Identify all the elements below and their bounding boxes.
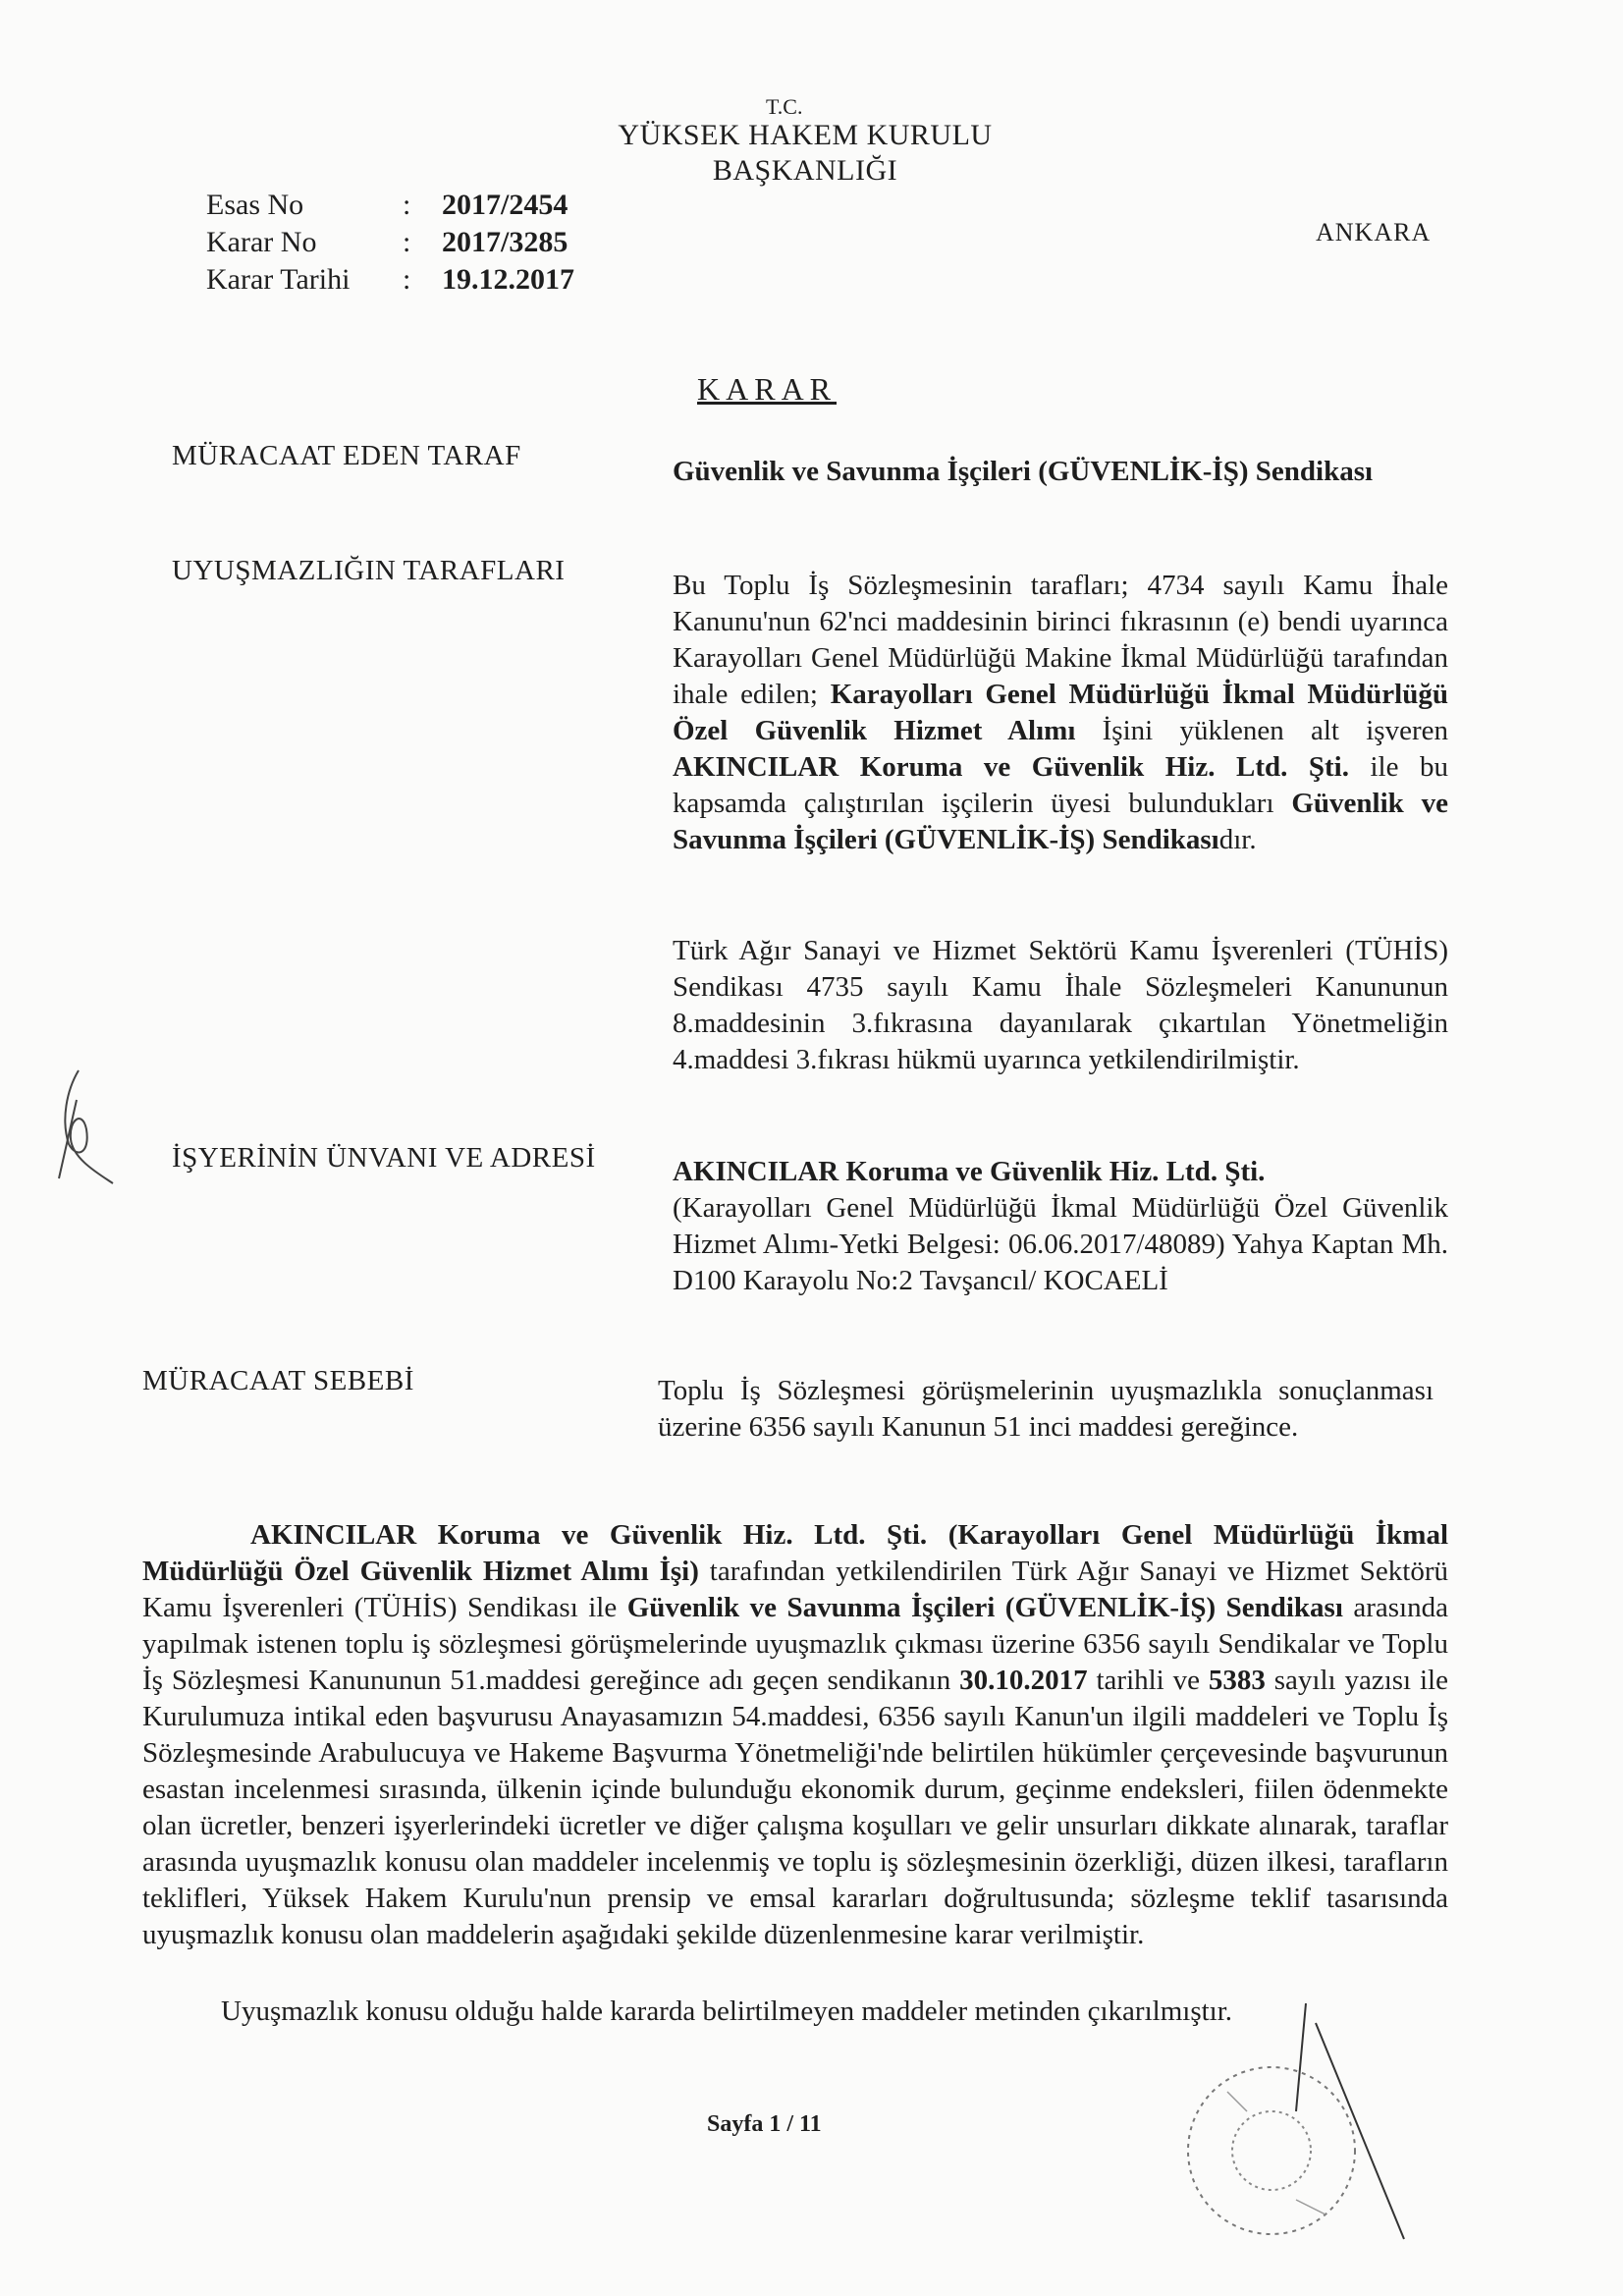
header-tc: T.C.	[766, 94, 803, 119]
workplace-block	[673, 1154, 1448, 1299]
workplace-name: AKINCILAR Koruma ve Güvenlik Hiz. Ltd. Şti.	[673, 1156, 1266, 1187]
case-metadata	[206, 187, 574, 299]
meta-row: Karar Tarihi : 19.12.2017	[206, 261, 574, 299]
meta-value: 2017/3285	[442, 226, 568, 258]
institution-unit: BAŞKANLIĞI	[712, 154, 898, 187]
document-title: KARAR	[697, 371, 838, 407]
reason-label: MÜRACAAT SEBEBİ	[142, 1365, 414, 1396]
page-number: Sayfa 1 / 11	[707, 2111, 822, 2137]
meta-row: Esas No : 2017/2454	[206, 187, 574, 224]
meta-label: Karar Tarihi	[206, 263, 351, 296]
closing-paragraph: Uyuşmazlık konusu olduğu halde kararda belirtilmeyen maddeler metinden çıkarılmıştır.	[221, 1995, 1233, 2027]
applicant-label: MÜRACAAT EDEN TARAF	[172, 440, 521, 471]
reason-value: Toplu İş Sözleşmesi görüşmelerinin uyuşmazlıkla sonuçlanması üzerine 6356 sayılı Kanunun 51 inci maddesi gereğince.	[658, 1375, 1434, 1443]
institution-heading	[550, 118, 1060, 189]
city: ANKARA	[1316, 218, 1432, 246]
parties-label: UYUŞMAZLIĞIN TARAFLARI	[172, 555, 566, 586]
meta-value: 19.12.2017	[442, 263, 574, 296]
meta-label: Esas No	[206, 189, 304, 221]
decision-paragraph: AKINCILAR Koruma ve Güvenlik Hiz. Ltd. Şti. (Karayolları Genel Müdürlüğü İkmal Müdürlüğü Özel Güvenlik Hizmet Alımı İşi) tarafından yetkilendirilen Türk Ağır Sanayi ve Hizmet Sektörü Kamu İşverenleri (TÜHİS) Sendikası ile Güvenlik ve Savunma İşçileri (GÜVENLİK-İŞ) Sendikası arasında yapılmak istenen toplu iş sözleşmesi görüşmelerinde uyuşmazlık çıkması üzerine 6356 sayılı Sendikalar ve Toplu İş Sözleşmesi Kanununun 51.maddesi gereğince adı geçen sendikanın 30.10.2017 tarihli ve 5383 sayılı yazısı ile Kurulumuza intikal eden başvurusu Anayasamızın 54.maddesi, 6356 sayılı Kanun'un ilgili maddeleri ve Toplu İş Sözleşmesinde Arabulucuya ve Hakeme Başvurma Yönetmeliği'nde belirtilen hükümler çerçevesinde başvurunun esastan incelenmesi sırasında, ülkenin içinde bulunduğu ekonomik durum, geçinme endeksleri, fiilen ödenmekte olan ücretler, benzeri işyerlerindeki ücretler ve diğer çalışma koşulları ve gelir unsurları dikkate alınarak, taraflar arasında uyuşmazlık konusu olan maddeler incelenmiş ve toplu iş sözleşmesinin özerkliği, düzen ilkesi, tarafların teklifleri, Yüksek Hakem Kurulu'nun prensip ve emsal kararları doğrultusunda; sözleşme teklif tasarısında uyuşmazlık konusu olan maddelerin aşağıdaki şekilde düzenlenmesine karar verilmiştir.	[142, 1519, 1448, 1950]
meta-label: Karar No	[206, 226, 317, 258]
parties-paragraph: Bu Toplu İş Sözleşmesinin tarafları; 4734 sayılı Kamu İhale Kanunu'nun 62'nci maddesinin birinci fıkrasının (e) bendi uyarınca Karayolları Genel Müdürlüğü Makine İkmal Müdürlüğü tarafından ihale edilen; Karayolları Genel Müdürlüğü İkmal Müdürlüğü Özel Güvenlik Hizmet Alımı İşini yüklenen alt işveren AKINCILAR Koruma ve Güvenlik Hiz. Ltd. Şti. ile bu kapsamda çalıştırılan işçilerin üyesi bulundukları Güvenlik ve Savunma İşçileri (GÜVENLİK-İŞ) Sendikasıdır.	[673, 570, 1448, 855]
authorization-paragraph: Türk Ağır Sanayi ve Hizmet Sektörü Kamu İşverenleri (TÜHİS) Sendikası 4735 sayılı Kamu İhale Sözleşmeleri Kanununun 8.maddesinin 3.fıkrasına dayanılarak çıkartılan Yönetmeliğin 4.maddesi 3.fıkrası hükmü uyarınca yetkilendirilmiştir.	[673, 935, 1448, 1075]
applicant-value: Güvenlik ve Savunma İşçileri (GÜVENLİK-İŞ) Sendikası	[673, 456, 1374, 487]
meta-value: 2017/2454	[442, 189, 568, 221]
signature-mark	[39, 1061, 118, 1188]
workplace-label: İŞYERİNİN ÜNVANI VE ADRESİ	[172, 1142, 596, 1174]
workplace-detail: (Karayolları Genel Müdürlüğü İkmal Müdürlüğü Özel Güvenlik Hizmet Alımı-Yetki Belgesi: 06.06.2017/48089) Yahya Kaptan Mh. D100 Karayolu No:2 Tavşancıl/ KOCAELİ	[673, 1192, 1448, 1296]
official-seal	[1159, 2003, 1414, 2249]
meta-row: Karar No : 2017/3285	[206, 224, 574, 261]
institution-name: YÜKSEK HAKEM KURULU	[618, 119, 993, 151]
